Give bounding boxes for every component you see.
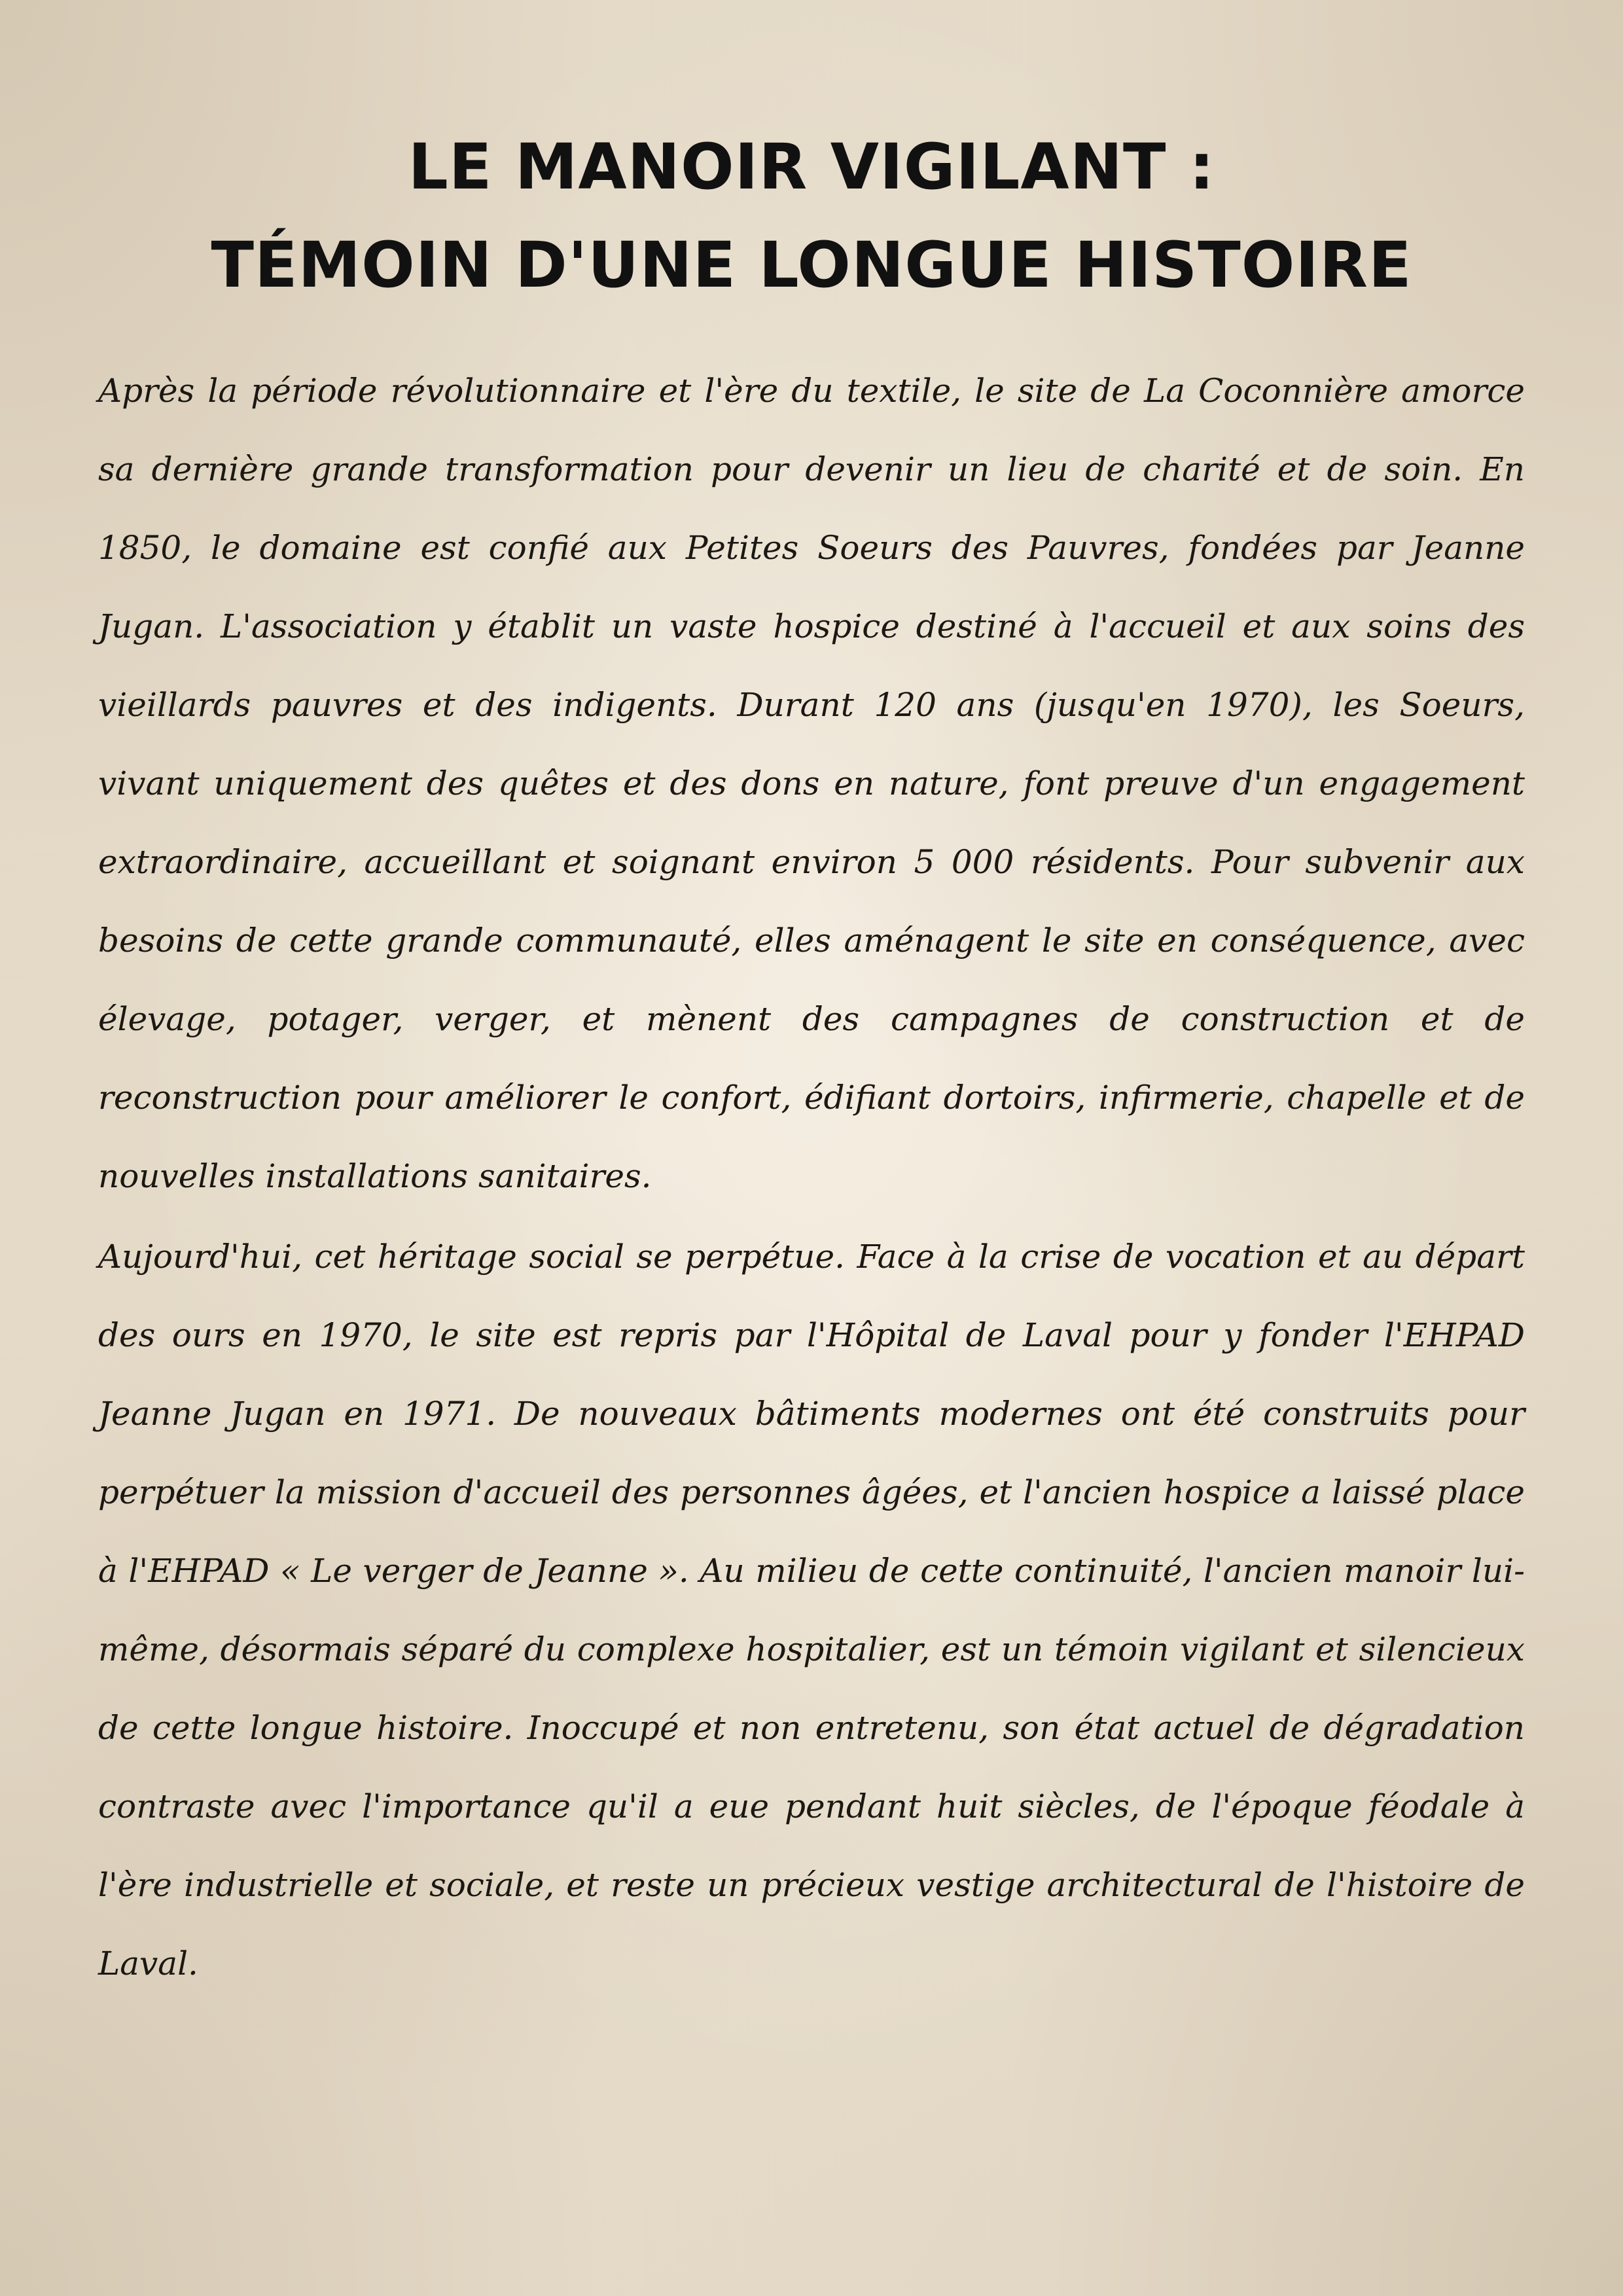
paragraph-today: Aujourd'hui, cet héritage social se perpétue. Face à la crise de vocation et au départ des ours en 1970, le site est repris par l'Hôpital de Laval pour y fonder l'EHPAD Jeanne Jugan en 1971. De nouveaux bâtiments modernes ont été construits pour perpétuer la mission d'accueil des personnes âgées, et l'ancien hospice a laissé place à l'EHPAD « Le verger de Jeanne ». Au milieu de cette continuité, l'ancien manoir lui-même, désormais séparé du complexe hospitalier, est un témoin vigilant et silencieux de cette longue histoire. Inoccupé et non entretenu, son état actuel de dégradation contraste avec l'importance qu'il a eue pendant huit siècles, de l'époque féodale à l'ère industrielle et sociale, et reste un précieux vestige architectural de l'histoire de Laval. [98, 1238, 1525, 1982]
paragraph-history: Après la période révolutionnaire et l'ère du textile, le site de La Coconnière amorce sa dernière grande transformation pour devenir un lieu de charité et de soin. En 1850, le domaine est confié aux Petites Soeurs des Pauvres, fondées par Jeanne Jugan. L'association y établit un vaste hospice destiné à l'accueil et aux soins des vieillards pauvres et des indigents. Durant 120 ans (jusqu'en 1970), les Soeurs, vivant uniquement des quêtes et des dons en nature, font preuve d'un engagement extraordinaire, accueillant et soignant environ 5 000 résidents. Pour subvenir aux besoins de cette grande communauté, elles aménagent le site en conséquence, avec élevage, potager, verger, et mènent des campagnes de construction et de reconstruction pour améliorer le confort, édifiant dortoirs, infirmerie, chapelle et de nouvelles installations sanitaires. [98, 372, 1525, 1195]
title-line-2: TÉMOIN D'UNE LONGUE HISTOIRE [211, 228, 1412, 302]
page-title [0, 118, 1623, 314]
title-line-1: LE MANOIR VIGILANT : [408, 130, 1215, 204]
